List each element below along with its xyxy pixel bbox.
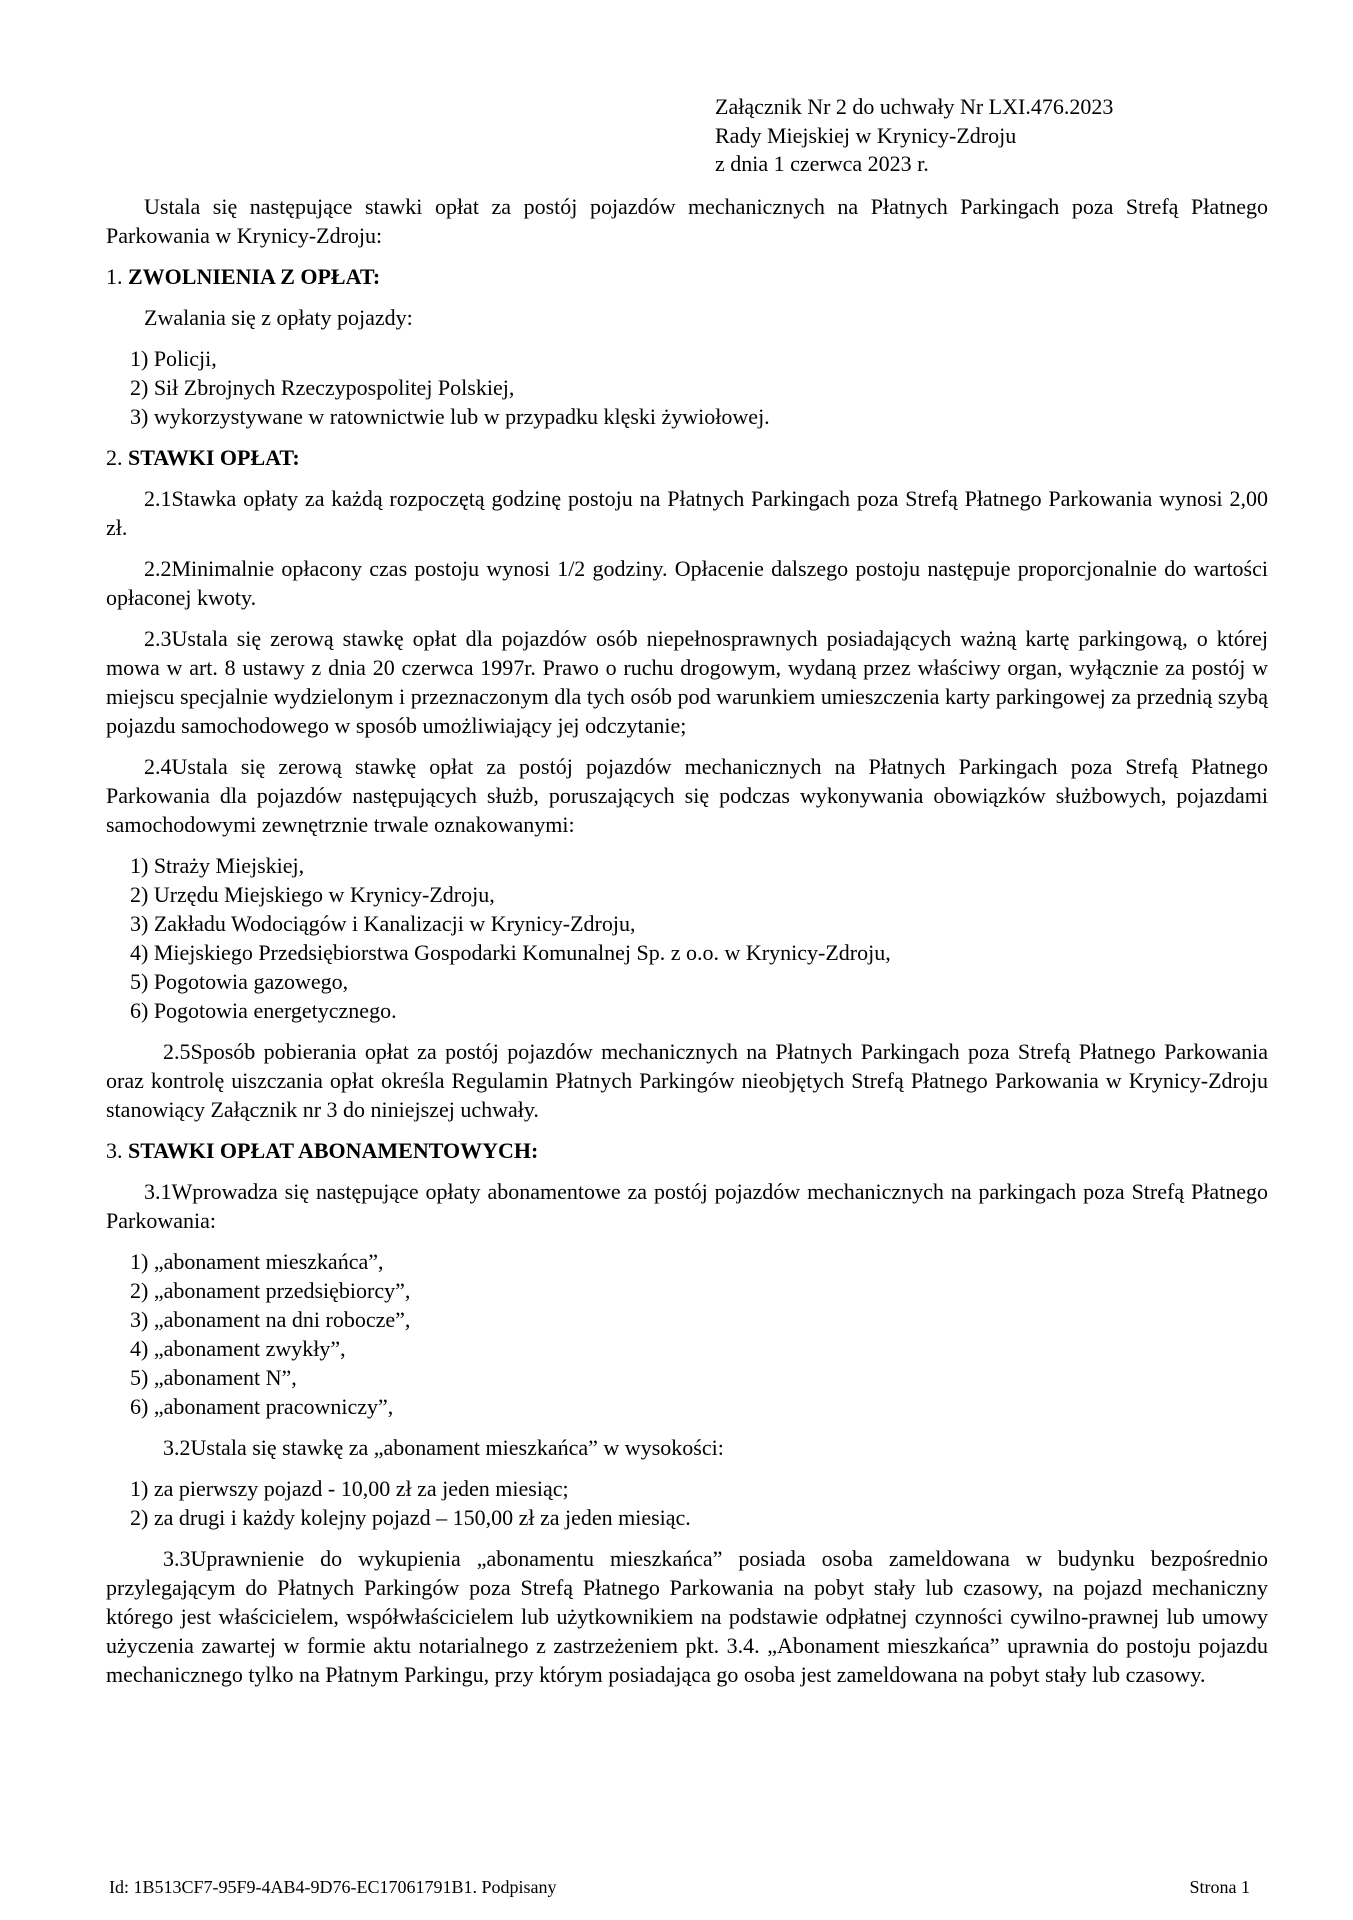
section-3-heading [106, 1136, 1268, 1165]
list-item: 6) „abonament pracowniczy”, [130, 1394, 394, 1419]
paragraph-2-4: 2.4Ustala się zerową stawkę opłat za postój pojazdów mechanicznych na Płatnych Parkingach poza Strefą Płatnego Parkowania dla pojazdów następujących służb, poruszających się podczas wykonywania obowiązków służbowych, pojazdami samochodowymi zewnętrznie trwale oznakowanymi: [106, 754, 1268, 837]
section-3-number: 3. [106, 1138, 123, 1163]
list-item: 1) Straży Miejskiej, [130, 853, 305, 878]
section-1-list [106, 344, 1268, 431]
section-1-heading [106, 262, 1268, 291]
list-item: 3) Zakładu Wodociągów i Kanalizacji w Krynicy-Zdroju, [130, 911, 636, 936]
section-1-lead: Zwalania się z opłaty pojazdy: [144, 305, 413, 330]
paragraph-2-5: 2.5Sposób pobierania opłat za postój pojazdów mechanicznych na Płatnych Parkingach poza Strefą Płatnego Parkowania oraz kontrolę uiszczania opłat określa Regulamin Płatnych Parkingów nieobjętych Strefą Płatnego Parkowania w Krynicy-Zdroju stanowiący Załącznik nr 3 do niniejszej uchwały. [106, 1039, 1268, 1122]
section-1-number: 1. [106, 264, 123, 289]
list-item: 2) Urzędu Miejskiego w Krynicy-Zdroju, [130, 882, 495, 907]
attachment-header [715, 93, 1275, 179]
list-item: 4) „abonament zwykły”, [130, 1336, 346, 1361]
header-line-1: Załącznik Nr 2 do uchwały Nr LXI.476.2023 [715, 94, 1114, 119]
list-item: 5) „abonament N”, [130, 1365, 297, 1390]
section-3-1-list [106, 1247, 1268, 1421]
page-number: Strona 1 [1189, 1877, 1250, 1897]
header-line-3: z dnia 1 czerwca 2023 r. [715, 151, 929, 176]
paragraph-3-3: 3.3Uprawnienie do wykupienia „abonamentu mieszkańca” posiada osoba zameldowana w budynku bezpośrednio przylegającym do Płatnych Parkingów poza Strefą Płatnego Parkowania na pobyt stały lub czasowy, na pojazd mechaniczny którego jest właścicielem, współwłaścicielem lub użytkownikiem na podstawie odpłatnej czynności cywilno-prawnej lub umowy użyczenia zawartej w formie aktu notarialnego z zastrzeżeniem pkt. 3.4. „Abonament mieszkańca” uprawnia do postoju pojazdu mechanicznego tylko na Płatnym Parkingu, przy którym posiadająca go osoba jest zameldowana na pobyt stały lub czasowy. [106, 1546, 1268, 1687]
paragraph-2-1: 2.1Stawka opłaty za każdą rozpoczętą godzinę postoju na Płatnych Parkingach poza Strefą Płatnego Parkowania wynosi 2,00 zł. [106, 486, 1268, 540]
list-item: 1) „abonament mieszkańca”, [130, 1249, 384, 1274]
list-item: 4) Miejskiego Przedsiębiorstwa Gospodarki Komunalnej Sp. z o.o. w Krynicy-Zdroju, [130, 940, 891, 965]
section-3-2-list [106, 1474, 1268, 1532]
list-item: 2) „abonament przedsiębiorcy”, [130, 1278, 411, 1303]
list-item: 6) Pogotowia energetycznego. [130, 998, 397, 1023]
list-item: 3) wykorzystywane w ratownictwie lub w przypadku klęski żywiołowej. [130, 404, 770, 429]
section-3-title: STAWKI OPŁAT ABONAMENTOWYCH: [128, 1138, 539, 1163]
list-item: 3) „abonament na dni robocze”, [130, 1307, 411, 1332]
section-2-4-list [106, 851, 1268, 1025]
list-item: 2) za drugi i każdy kolejny pojazd – 150,00 zł za jeden miesiąc. [130, 1505, 691, 1530]
paragraph-3-2: 3.2Ustala się stawkę za „abonament mieszkańca” w wysokości: [163, 1435, 724, 1460]
paragraph-2-2: 2.2Minimalnie opłacony czas postoju wynosi 1/2 godziny. Opłacenie dalszego postoju następuje proporcjonalnie do wartości opłaconej kwoty. [106, 556, 1268, 610]
list-item: 1) za pierwszy pojazd - 10,00 zł za jeden miesiąc; [130, 1476, 569, 1501]
section-1-title: ZWOLNIENIA Z OPŁAT: [128, 264, 381, 289]
section-2-heading [106, 443, 1268, 472]
list-item: 2) Sił Zbrojnych Rzeczypospolitej Polskiej, [130, 375, 515, 400]
section-2-number: 2. [106, 445, 123, 470]
list-item: 1) Policji, [130, 346, 217, 371]
paragraph-3-1: 3.1Wprowadza się następujące opłaty abonamentowe za postój pojazdów mechanicznych na parkingach poza Strefą Płatnego Parkowania: [106, 1179, 1268, 1233]
header-line-2: Rady Miejskiej w Krynicy-Zdroju [715, 122, 1017, 148]
intro-paragraph: Ustala się następujące stawki opłat za postój pojazdów mechanicznych na Płatnych Parkingach poza Strefą Płatnego Parkowania w Krynicy-Zdroju: [106, 194, 1268, 248]
list-item: 5) Pogotowia gazowego, [130, 969, 349, 994]
section-2-title: STAWKI OPŁAT: [128, 445, 300, 470]
document-body [106, 192, 1268, 1689]
document-id: Id: 1B513CF7-95F9-4AB4-9D76-EC17061791B1. Podpisany [109, 1877, 557, 1897]
paragraph-2-3: 2.3Ustala się zerową stawkę opłat dla pojazdów osób niepełnosprawnych posiadających ważną kartę parkingową, o której mowa w art. 8 ustawy z dnia 20 czerwca 1997r. Prawo o ruchu drogowym, wydaną przez właściwy organ, wyłącznie za postój w miejscu specjalnie wydzielonym i przeznaczonym dla tych osób pod warunkiem umieszczenia karty parkingowej za przednią szybą pojazdu samochodowego w sposób umożliwiający jej odczytanie; [106, 626, 1268, 738]
